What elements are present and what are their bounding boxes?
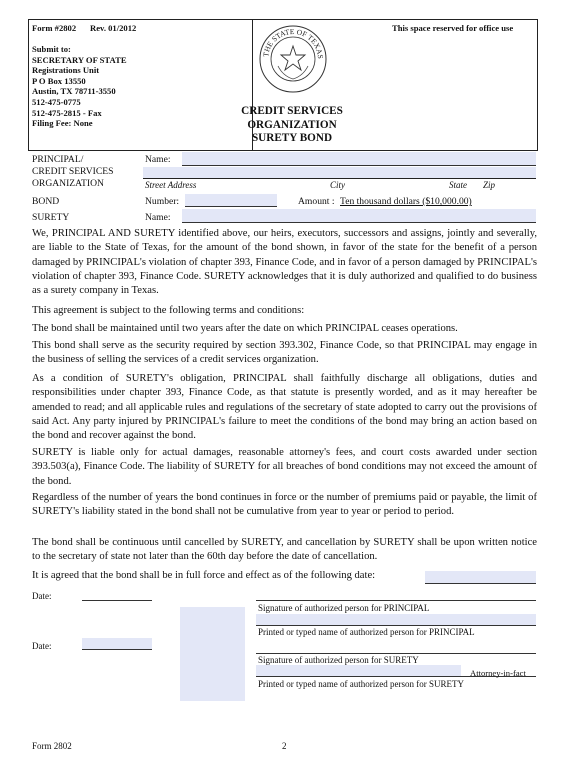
section-rule <box>28 150 537 151</box>
submit-to: Submit to: <box>32 44 71 54</box>
amount-value: Ten thousand dollars ($10,000.00) <box>340 196 472 207</box>
zip-label: Zip <box>483 180 496 190</box>
surety-label: SURETY <box>32 212 70 223</box>
bond-label: BOND <box>32 196 60 207</box>
principal-label <box>32 154 113 190</box>
amount-label: Amount : <box>298 196 335 207</box>
surety-name-field[interactable] <box>182 209 536 223</box>
fax: 512-475-2815 - Fax <box>32 107 102 118</box>
surety-name-label: Name: <box>145 212 171 223</box>
surety-signature-caption: Signature of authorized person for SURETY <box>258 655 419 665</box>
principal-label-1: PRINCIPAL/ <box>32 154 84 165</box>
paragraph-4: This bond shall serve as the security required by section 393.302, Finance Code, so that PRINCIPAL may engage in the business of selling the services of a credit services organization. <box>32 340 537 366</box>
paragraph-8: The bond shall be continuous until cancelled by SURETY, and cancellation by SURETY shall be upon written notice to the secretary of state not later than the 60th day before the date of cancellation. <box>32 537 537 563</box>
bond-number-label: Number: <box>145 196 180 207</box>
paragraph-3: The bond shall be maintained until two years after the date on which PRINCIPAL ceases operations. <box>32 323 458 334</box>
signature-shaded-area <box>180 607 245 701</box>
submit-block <box>32 44 127 129</box>
paragraph-2: This agreement is subject to the following terms and conditions: <box>32 305 305 316</box>
surety-name-caption: Printed or typed name of authorized person for SURETY <box>258 679 464 689</box>
state-label: State <box>449 180 467 190</box>
revision: Rev. 01/2012 <box>90 23 137 33</box>
attorney-in-fact-label: Attorney-in-fact <box>470 668 526 678</box>
principal-name-field[interactable] <box>182 152 536 166</box>
date-field-2[interactable] <box>82 638 152 650</box>
bond-number-field[interactable] <box>185 194 277 207</box>
title-line-2: ORGANIZATION <box>247 118 337 131</box>
form-number: Form #2802 <box>32 23 77 33</box>
date-field-1[interactable] <box>82 590 152 601</box>
title-line-3: SURETY BOND <box>251 132 333 144</box>
form-title <box>232 105 352 146</box>
filing-fee: Filing Fee: None <box>32 118 93 129</box>
office-use-note: This space reserved for office use <box>392 23 514 33</box>
principal-label-2: CREDIT SERVICES <box>32 166 114 177</box>
surety-signature-line[interactable] <box>256 641 536 654</box>
registrations-unit: Registrations Unit <box>32 65 100 76</box>
city-label: City <box>330 180 345 190</box>
title-line-1: CREDIT SERVICES <box>241 105 343 117</box>
principal-name-caption: Printed or typed name of authorized person for PRINCIPAL <box>258 627 475 637</box>
page-number: 2 <box>282 741 287 751</box>
paragraph-9: It is agreed that the bond shall be in full force and effect as of the following date: <box>32 570 376 581</box>
footer-form-label: Form 2802 <box>32 741 72 751</box>
paragraph-7: Regardless of the number of years the bond continues in force or the number of premiums paid or payable, the limit of SURETY's liability stated in the bond shall not be cumulative from year to year or period to period. <box>32 492 537 518</box>
texas-seal-icon <box>258 24 328 94</box>
principal-signature-line[interactable] <box>256 588 536 601</box>
paragraph-5: As a condition of SURETY's obligation, PRINCIPAL shall faithfully discharge all obligations, duties and responsibilities under chapter 393, Finance Code, as that statute is presently worded, and as it may hereafter be amended to read; and all applicable rules and regulations of the secretary of state adopted to carry out the provisions of said Act. Any party injured by PRINCIPAL's failure to meet the conditions of the bond may bring an action based on the bond and recover against the bond. <box>32 373 537 442</box>
address-rule <box>143 178 536 179</box>
effective-date-field[interactable] <box>425 571 536 584</box>
paragraph-1: We, PRINCIPAL AND SURETY identified above, our heirs, executors, successors and assigns, jointly and severally, are liable to the State of Texas, for the amount of the bond shown, in favor of the state for the benefit of a person damaged by PRINCIPAL's violation of chapter 393, Finance Code, and in favor of a person damaged by PRINCIPAL's violation of chapter 393, Finance Code. SURETY acknowledges that it is duly authorized and qualified to do business as a surety company in Texas. <box>32 228 537 297</box>
po-box: P O Box 13550 <box>32 75 86 86</box>
phone: 512-475-0775 <box>32 96 81 107</box>
secretary-of-state: SECRETARY OF STATE <box>32 54 127 65</box>
principal-label-3: ORGANIZATION <box>32 178 104 189</box>
svg-text:THE STATE OF TEXAS: THE STATE OF TEXAS <box>261 26 326 60</box>
surety-name-line[interactable] <box>256 665 461 677</box>
date-label-1: Date: <box>32 591 52 601</box>
date-label-2: Date: <box>32 641 52 651</box>
city-address: Austin, TX 78711-3550 <box>32 86 116 97</box>
principal-name-line[interactable] <box>256 614 536 626</box>
principal-name-label: Name: <box>145 154 171 165</box>
principal-address-field[interactable] <box>143 167 536 178</box>
street-address-label: Street Address <box>145 180 197 190</box>
principal-signature-caption: Signature of authorized person for PRINCIPAL <box>258 603 430 613</box>
paragraph-6: SURETY is liable only for actual damages, reasonable attorney's fees, and court costs awarded under section 393.503(a), Finance Code. The liability of SURETY for all breaches of bond conditions may not exceed the amount of the bond. <box>32 447 537 487</box>
